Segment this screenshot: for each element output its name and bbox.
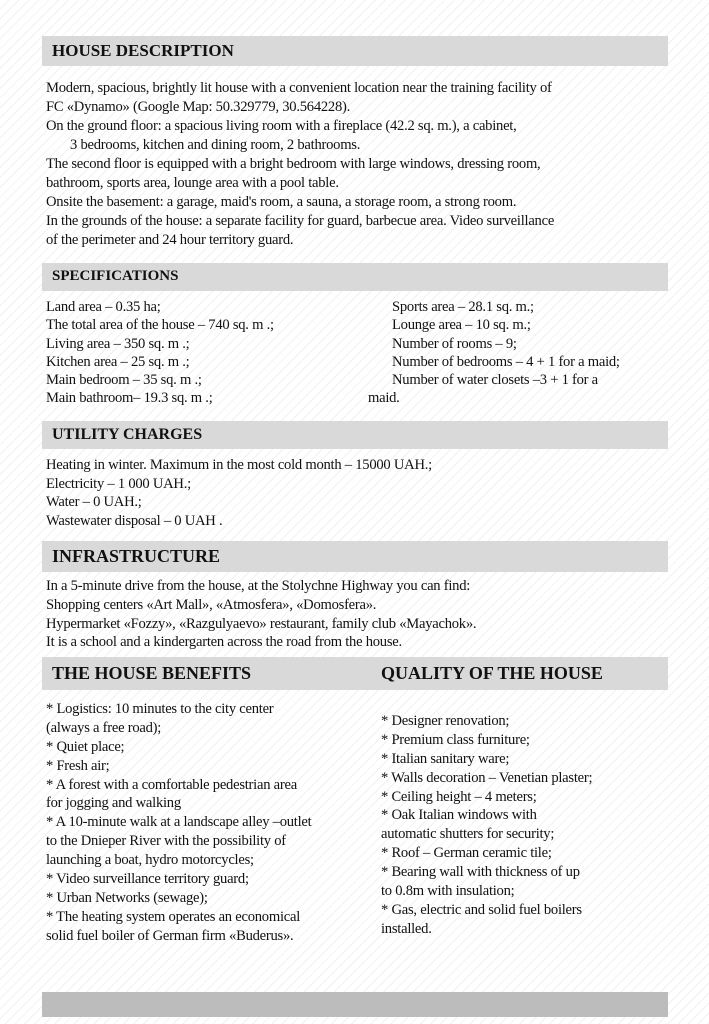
- section-title: HOUSE DESCRIPTION: [52, 41, 234, 60]
- section-header-house-description: [42, 36, 668, 66]
- benefits-list: [46, 700, 311, 946]
- list-item: * Ceiling height – 4 meters;: [381, 788, 537, 805]
- list-item: * A forest with a comfortable pedestrian area: [46, 776, 297, 793]
- text-line: Water – 0 UAH.;: [46, 494, 142, 511]
- text-line: In the grounds of the house: a separate facility for guard, barbecue area. Video surveillance: [46, 213, 555, 229]
- quality-list: [381, 712, 592, 939]
- list-item: installed.: [381, 920, 432, 937]
- spec-item: Living area – 350 sq. m .;: [46, 335, 190, 352]
- list-item: * A 10-minute walk at a landscape alley –outlet: [46, 814, 312, 831]
- specifications-right: [368, 298, 620, 408]
- list-item: * Italian sanitary ware;: [381, 750, 510, 767]
- list-item: * Gas, electric and solid fuel boilers: [381, 901, 582, 918]
- spec-item: Main bedroom – 35 sq. m .;: [46, 372, 202, 389]
- list-item: * Urban Networks (sewage);: [46, 889, 208, 906]
- list-item: * Premium class furniture;: [381, 731, 530, 748]
- section-header-specifications: [42, 263, 668, 291]
- footer-bar: [42, 992, 668, 1017]
- text-line: Wastewater disposal – 0 UAH .: [46, 513, 223, 530]
- section-header-infrastructure: [42, 541, 668, 572]
- text-line: Shopping centers «Art Mall», «Atmosfera», «Domosfera».: [46, 596, 377, 613]
- list-item: for jogging and walking: [46, 795, 181, 812]
- section-title-quality: QUALITY OF THE HOUSE: [381, 663, 603, 683]
- list-item: * Roof – German ceramic tile;: [381, 845, 552, 862]
- list-item: (always a free road);: [46, 719, 162, 736]
- spec-item: Land area – 0.35 ha;: [46, 299, 161, 315]
- text-line: It is a school and a kindergarten across the road from the house.: [46, 634, 402, 651]
- text-line: Hypermarket «Fozzy», «Razgulyaevo» restaurant, family club «Mayachok».: [46, 615, 477, 632]
- list-item: to 0.8m with insulation;: [381, 883, 515, 900]
- list-item: automatic shutters for security;: [381, 826, 555, 843]
- list-item: * Bearing wall with thickness of up: [381, 864, 580, 881]
- text-line: of the perimeter and 24 hour territory guard.: [46, 232, 294, 248]
- list-item: solid fuel boiler of German firm «Buderus».: [46, 927, 294, 944]
- list-item: * Video surveillance territory guard;: [46, 871, 249, 888]
- section-title-benefits: THE HOUSE BENEFITS: [52, 663, 252, 683]
- text-line: The second floor is equipped with a bright bedroom with large windows, dressing room,: [46, 156, 541, 172]
- text-line: FC «Dynamo» (Google Map: 50.329779, 30.564228).: [46, 99, 351, 115]
- spec-item: Number of water closets –3 + 1 for a: [392, 372, 598, 389]
- infrastructure-text: [46, 577, 476, 652]
- specifications-left: [46, 298, 274, 408]
- text-line: In a 5-minute drive from the house, at the Stolychne Highway you can find:: [46, 578, 471, 594]
- section-title: SPECIFICATIONS: [52, 268, 179, 284]
- list-item: * The heating system operates an economical: [46, 908, 301, 925]
- list-item: * Oak Italian windows with: [381, 807, 537, 824]
- spec-item: Main bathroom– 19.3 sq. m .;: [46, 390, 213, 407]
- text-line: Onsite the basement: a garage, maid's room, a sauna, a storage room, a strong room.: [46, 194, 517, 210]
- house-description-text: [46, 79, 554, 250]
- section-header-benefits-quality: [42, 657, 668, 690]
- text-line: On the ground floor: a spacious living room with a fireplace (42.2 sq. m.), a cabinet,: [46, 118, 517, 134]
- list-item: * Logistics: 10 minutes to the city center: [46, 701, 274, 717]
- list-item: * Designer renovation;: [381, 713, 510, 729]
- list-item: to the Dnieper River with the possibility of: [46, 833, 286, 850]
- text-line: bathroom, sports area, lounge area with a pool table.: [46, 175, 339, 191]
- text-line: Electricity – 1 000 UAH.;: [46, 475, 191, 492]
- list-item: * Walls decoration – Venetian plaster;: [381, 769, 593, 786]
- spec-item: Number of rooms – 9;: [392, 335, 517, 352]
- spec-item: Sports area – 28.1 sq. m.;: [392, 299, 534, 315]
- text-line: Heating in winter. Maximum in the most cold month – 15000 UAH.;: [46, 457, 432, 473]
- section-title: INFRASTRUCTURE: [52, 546, 221, 566]
- list-item: * Quiet place;: [46, 738, 125, 755]
- text-line: 3 bedrooms, kitchen and dining room, 2 bathrooms.: [70, 137, 361, 153]
- spec-item: Lounge area – 10 sq. m.;: [392, 317, 531, 334]
- text-line: Modern, spacious, brightly lit house with a convenient location near the training facility of: [46, 80, 552, 96]
- section-title: UTILITY CHARGES: [52, 426, 203, 443]
- list-item: launching a boat, hydro motorcycles;: [46, 852, 254, 869]
- utility-charges-text: [46, 456, 432, 531]
- list-item: * Fresh air;: [46, 757, 110, 774]
- spec-item: maid.: [368, 390, 400, 407]
- section-header-utility-charges: [42, 421, 668, 449]
- spec-item: The total area of the house – 740 sq. m .;: [46, 317, 274, 334]
- spec-item: Number of bedrooms – 4 + 1 for a maid;: [392, 353, 620, 370]
- spec-item: Kitchen area – 25 sq. m .;: [46, 353, 190, 370]
